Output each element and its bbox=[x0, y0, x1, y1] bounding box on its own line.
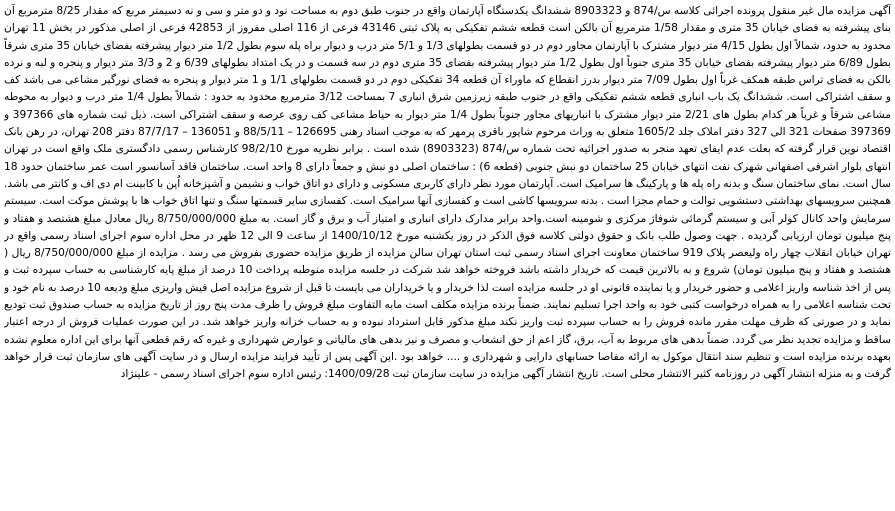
auction-notice-text: آگهی مزایده مال غیر منقول پرونده اجرائی کلاسه س/874 و 8903323 ششدانگ یکدستگاه آپارتمان واقع در جنوب طبق دوم به مساحت نود و دو متر و سی و نه دسیمتر مربع که مقدار 8/25 مترمربع آن بنای پیشرفته به فضای خیابان 35 متری و مقدار 1/58 مترمربع آن بالکن است قطعه ششم تفکیکی به پلاک ثبتی 43146 فرعی از 116 اصلی مفروز از 42853 فرعی از اصلی مذکور در بخش 11 تهران محدود به حدود، شمالاً اول بطول 4/15 متر دیوار مشترک با آپارتمان مجاور دوم در دو قسمت بطولهای 1/3 و 5/1 متر درب و دیوار براه پله سوم بطول 1/2 متر دیوار پیشرفته بفضای خیابان 35 متری شرقاً بطول 6/89 متر دیوار پیشرفته بفضای خیابان 35 متری جنوباً اول بطول 1/2 متر دیوار پیشرفته بفضای 35 متری دوم در سه قسمت و در یک امتداد بطولهای 6/39 و 2 و 3/3 متر دیوار و پنجره و لبه و نرده بالکن به فضای تراس طبقه همکف غرباً اول بطول 7/09 متر دیوار بدرز انقطاع که ماوراء آن قطعه 34 تفکیکی دوم در دو قسمت بطولهای 1/1 و 1 متر دیوار و پنجره به فضای نورگیر مشاعی می باشد کف و سقف اشتراکی است. ششدانگ یک باب انباری قطعه ششم تفکیکی واقع در جنوب طبقه زیرزمین شرق انباری 7 بمساحت 3/12 مترمربع محدود به حدود : شمالاً بطول 1/4 متر درب و دیوار به محوطه مشاعی شرقاً و غرباً هر کدام بطول های 2/21 متر دیوار مشترک با انباریهای مجاور جنوباً بطول 1/4 متر دیوار به حیاط مشاعی کف روی عرصه و سقف اشتراکی است. ذیل ثبت شماره های 397366 و 397369 صفحات 321 الی 327 دفتر املاک جلد 1605/2 متعلق به وراث مرحوم شاپور باقری پرمهر که به موجب اسناد رهنی 126695 – 88/5/11 و 136051 – 87/7/17 دفتر 208 تهران، در رهن بانک اقتصاد نوین قرار گرفته که بعلت عدم ایفای تعهد منجر به صدور اجرائیه تحت شماره س/874 (8903323) شده است . برابر نظریه مورخ 98/2/10 کارشناس رسمی دادگستری ملک واقع است در تهران انتهای بلوار اشرفی اصفهانی شهرک نفت انتهای خیابان 25 ساختمان دو نبش جنوبی (قطعه 6) : ساختمان اصلی دو نبش و جمعاً دارای 8 واحد است. ساختمان فاقد آسانسور است عمر ساختمان حدود 18 سال است. نمای ساختمان سنگ و بدنه راه پله ها و پارکینگ ها سرامیک است. آپارتمان مورد نظر دارای کاربری مسکونی و دارای دو اتاق خواب و نشیمن و آشپزخانه اُپن با کابینت ام دی اف و کانتر می باشد. همچنین سرویسهای بهداشتی دستشویی توالت و حمام مجزا است . بدنه سرویسها کاشی است و کفسازی آنها سرامیک است. کفسازی سایر قسمتها سنگ و تنها اتاق خواب ها با پوشش موکت است. سیستم سرمایش واحد کانال کولر آبی و سیستم گرمائی شوفاژ مرکزی و شومینه است.واحد برابر مدارک دارای انباری و امتیاز آب و برق و گاز است. به مبلغ 8/750/000/000 ریال معادل مبلغ هشتصد و هفتاد و پنج میلیون تومان ارزیابی گردیده . جهت وصول طلب بانک و حقوق دولتی کلاسه فوق الذکر در روز یکشنبه مورخ 1400/10/12 از ساعت 9 الی 12 ظهر در محل اداره سوم اجرای اسناد رسمی واقع در تهران خیابان انقلاب چهار راه ولیعصر پلاک 919 ساختمان معاونت اجرای اسناد رسمی ثبت استان تهران سالن مزایده از طریق مزایده حضوری بفروش می رسد . مزایده از مبلغ 8/750/000/000 ریال ( هشتصد و هفتاد و پنج میلیون تومان) شروع و به بالاترین قیمت که خریدار داشته باشد فروخته خواهد شد شرکت در جلسه مزایده منوطبه پرداخت 10 درصد از مبلغ پایه کارشناسی به حساب سپرده ثبت و پس از اخذ شناسه واریز اعلامی و حضور خریدار و یا نماینده قانونی او در جلسه مزایده است لذا خریدار و یا خریداران می بایست تا قبل از شروع مزایده اصل فیش واریزی مبلغ ودیعه 10 درصد به نام خود و تحت شناسه اعلامی را به همراه درخواست کتبی خود به واحد اجرا تسلیم نمایند. ضمناً برنده مزایده مکلف است مابه التفاوت مبلغ فروش را ظرف مدت پنج روز از تاریخ مزایده به حساب صندوق ثبت تودیع نماید و در صورتی که ظرف مهلت مقرر مانده فروش را به حساب سپرده ثبت واریز نکند مبلغ مذکور قابل استرداد نبوده و به حساب خزانه واریز خواهد شد. در این صورت عملیات فروش از درجه اعتبار ساقط و مزایده تجدید نظر می گردد. ضمناً بدهی های مربوط به آب، برق، گاز اعم از حق انشعاب و مصرف و نیز بدهی های مالیاتی و عوارض شهرداری و غیره که رقم قطعی آنها برای این اداره معلوم نشده بعهده برنده مزایده است و تنظیم سند انتقال موکول به ارائه مفاصا حسابهای دارایی و شهرداری و .... خواهد بود .این آگهی پس از تأیید فرایند مزایده ارسال و در سایت آگهی های سازمان ثبت قرار خواهد گرفت و به منزله انتشار آگهی در روزنامه کثیر الانتشار محلی است. تاریخ انتشار آگهی مزایده در سایت سازمان ثبت 1400/09/28: رئیس اداره سوم اجرای اسناد رسمی - علینژاد bbox=[4, 4, 891, 381]
auction-notice bbox=[4, 2, 891, 509]
